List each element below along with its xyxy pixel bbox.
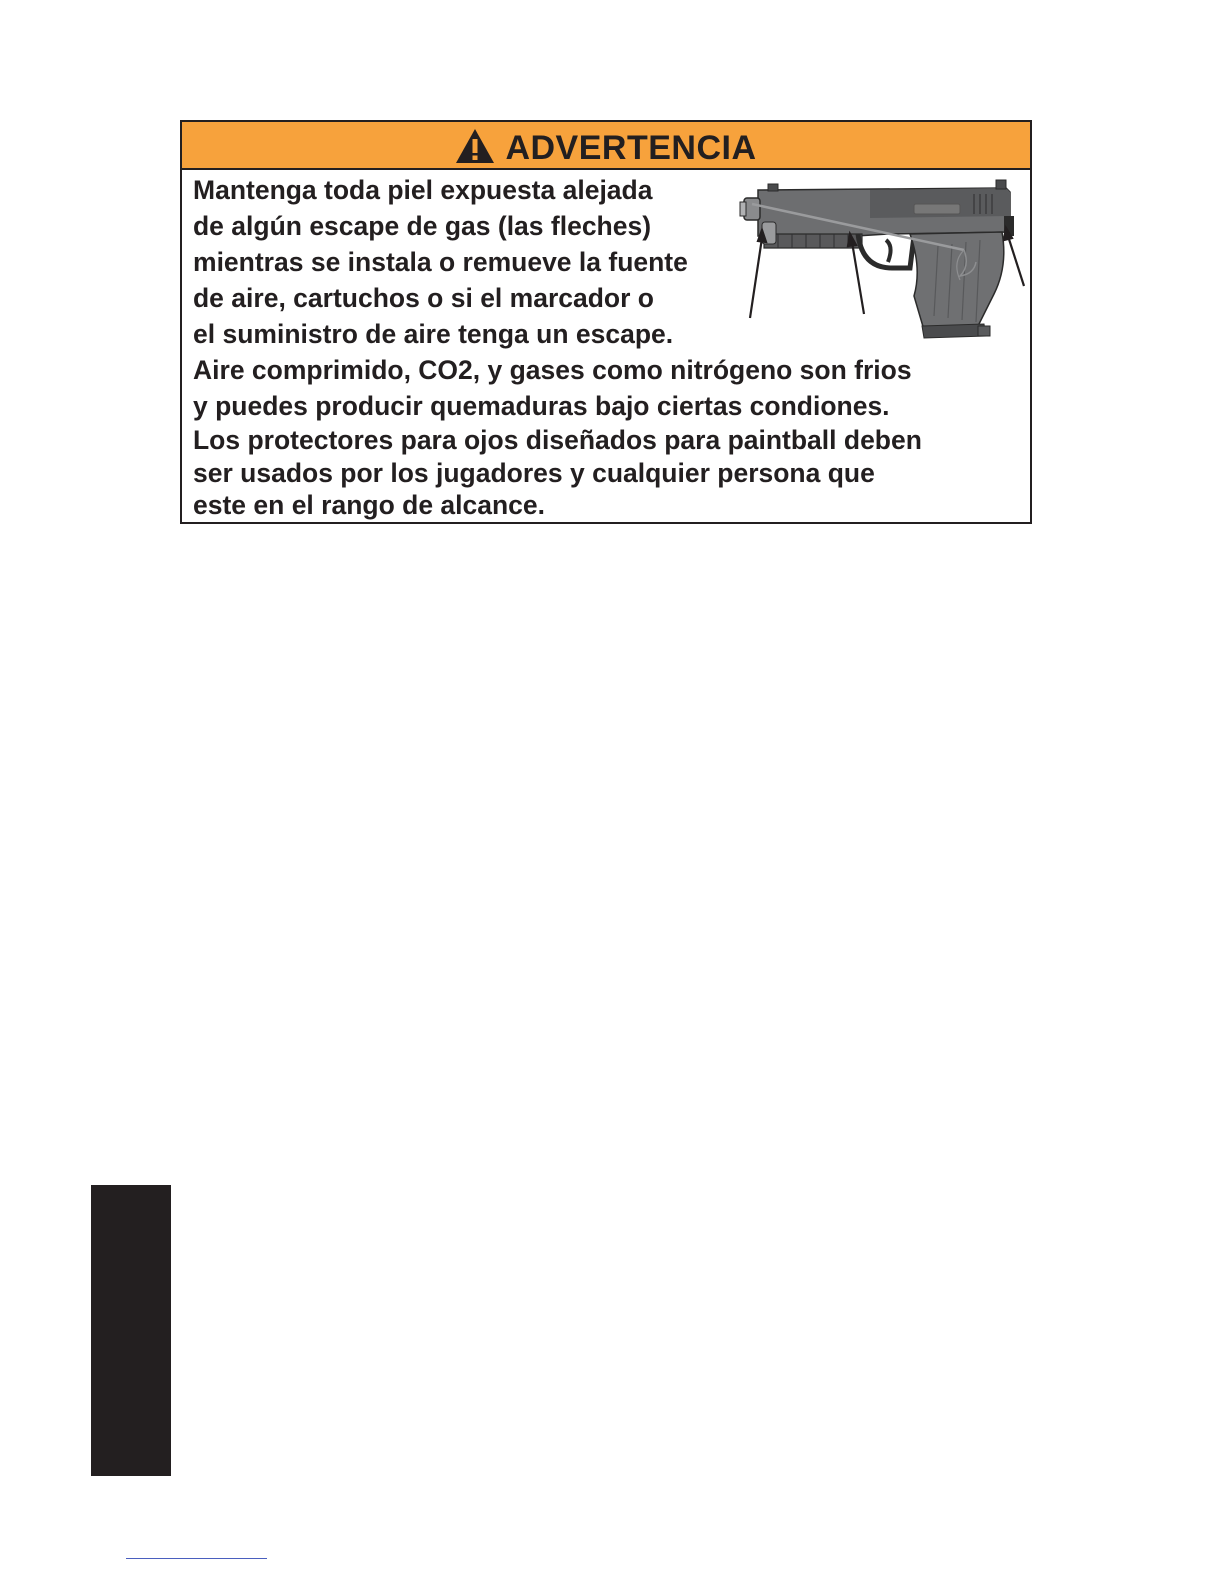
warning-title: ADVERTENCIA [505, 129, 757, 167]
warning-header [182, 122, 1030, 170]
paintball-marker-illustration [738, 176, 1030, 344]
warning-line: ser usados por los jugadores y cualquier persona que [193, 457, 875, 488]
warning-line: este en el rango de alcance. [193, 490, 546, 520]
warning-line: de aire, cartuchos o si el marcador o [193, 283, 654, 313]
warning-line: Aire comprimido, CO2, y gases como nitrógeno son frios [193, 355, 912, 385]
warning-line: el suministro de aire tenga un escape. [193, 319, 674, 349]
warning-line: de algún escape de gas (las fleches) [193, 211, 652, 241]
warning-line: Mantenga toda piel expuesta alejada [193, 175, 653, 205]
section-side-tab [91, 1185, 171, 1476]
footer-link-underline [126, 1558, 267, 1559]
warning-line: Los protectores para ojos diseñados para paintball deben [193, 425, 922, 455]
warning-triangle-icon [455, 128, 495, 164]
warning-line: y puedes producir quemaduras bajo ciertas condiones. [193, 391, 890, 421]
warning-line: mientras se instala o remueve la fuente [193, 247, 688, 277]
